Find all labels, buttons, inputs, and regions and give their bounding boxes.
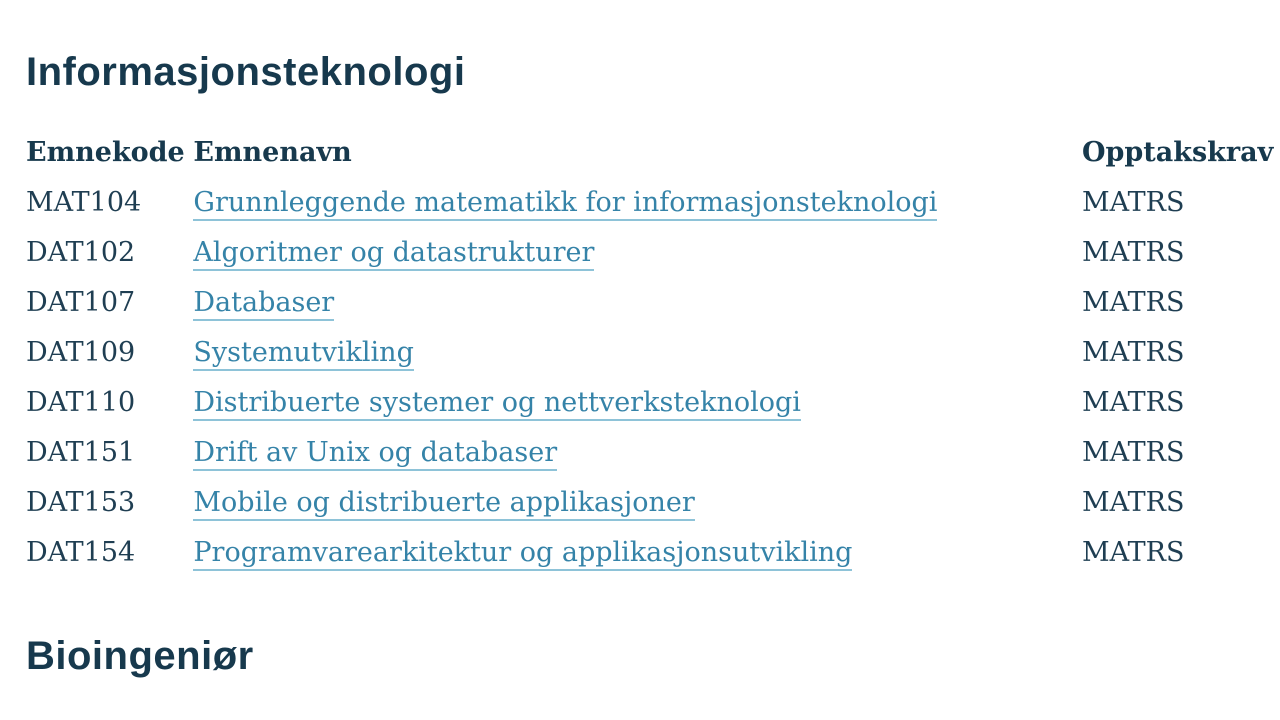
course-name-cell: [193, 527, 1082, 577]
course-name-cell: [193, 477, 1082, 527]
table-row: [26, 427, 1280, 477]
table-row: [26, 328, 1280, 378]
course-code: DAT107: [26, 287, 136, 319]
column-header-name: Emnenavn: [193, 137, 352, 169]
course-link[interactable]: Systemutvikling: [193, 337, 413, 371]
course-link[interactable]: Mobile og distribuerte applikasjoner: [193, 487, 694, 521]
course-code: DAT109: [26, 337, 136, 368]
admission-requirement: MATRS: [1082, 237, 1185, 269]
admission-requirement: MATRS: [1082, 337, 1185, 368]
column-header-code: Emnekode: [26, 137, 185, 169]
course-table: [26, 128, 1280, 577]
table-row: [26, 228, 1280, 278]
column-header-admission: Opptakskrav: [1082, 137, 1274, 169]
course-code: DAT110: [26, 386, 136, 418]
course-link[interactable]: Databaser: [193, 287, 334, 321]
course-link[interactable]: Grunnleggende matematikk for informasjonsteknologi: [193, 187, 937, 221]
course-name-cell: [193, 178, 1082, 228]
course-name-cell: [193, 278, 1082, 328]
table-header-row: [26, 128, 1280, 178]
course-name-cell: [193, 328, 1082, 378]
table-row: [26, 377, 1280, 427]
course-link[interactable]: Programvarearkitektur og applikasjonsutvikling: [193, 537, 852, 571]
table-row: [26, 477, 1280, 527]
course-code: DAT151: [26, 436, 136, 468]
admission-requirement: MATRS: [1082, 536, 1185, 568]
admission-requirement: MATRS: [1082, 486, 1185, 518]
course-name-cell: [193, 377, 1082, 427]
table-row: [26, 527, 1280, 577]
section-title-informasjonsteknologi: Informasjonsteknologi: [26, 50, 466, 94]
table-row: [26, 278, 1280, 328]
course-link[interactable]: Distribuerte systemer og nettverksteknologi: [193, 387, 801, 421]
admission-requirement: MATRS: [1082, 287, 1185, 319]
course-code: MAT104: [26, 187, 142, 219]
admission-requirement: MATRS: [1082, 436, 1185, 468]
table-row: [26, 178, 1280, 228]
course-link[interactable]: Algoritmer og datastrukturer: [193, 237, 594, 271]
course-code: DAT154: [26, 536, 136, 568]
section-title-bioingenior: Bioingeniør: [26, 634, 254, 678]
course-code: DAT153: [26, 486, 136, 518]
admission-requirement: MATRS: [1082, 187, 1185, 219]
course-code: DAT102: [26, 237, 136, 269]
admission-requirement: MATRS: [1082, 386, 1185, 418]
course-link[interactable]: Drift av Unix og databaser: [193, 437, 557, 471]
course-name-cell: [193, 228, 1082, 278]
course-name-cell: [193, 427, 1082, 477]
